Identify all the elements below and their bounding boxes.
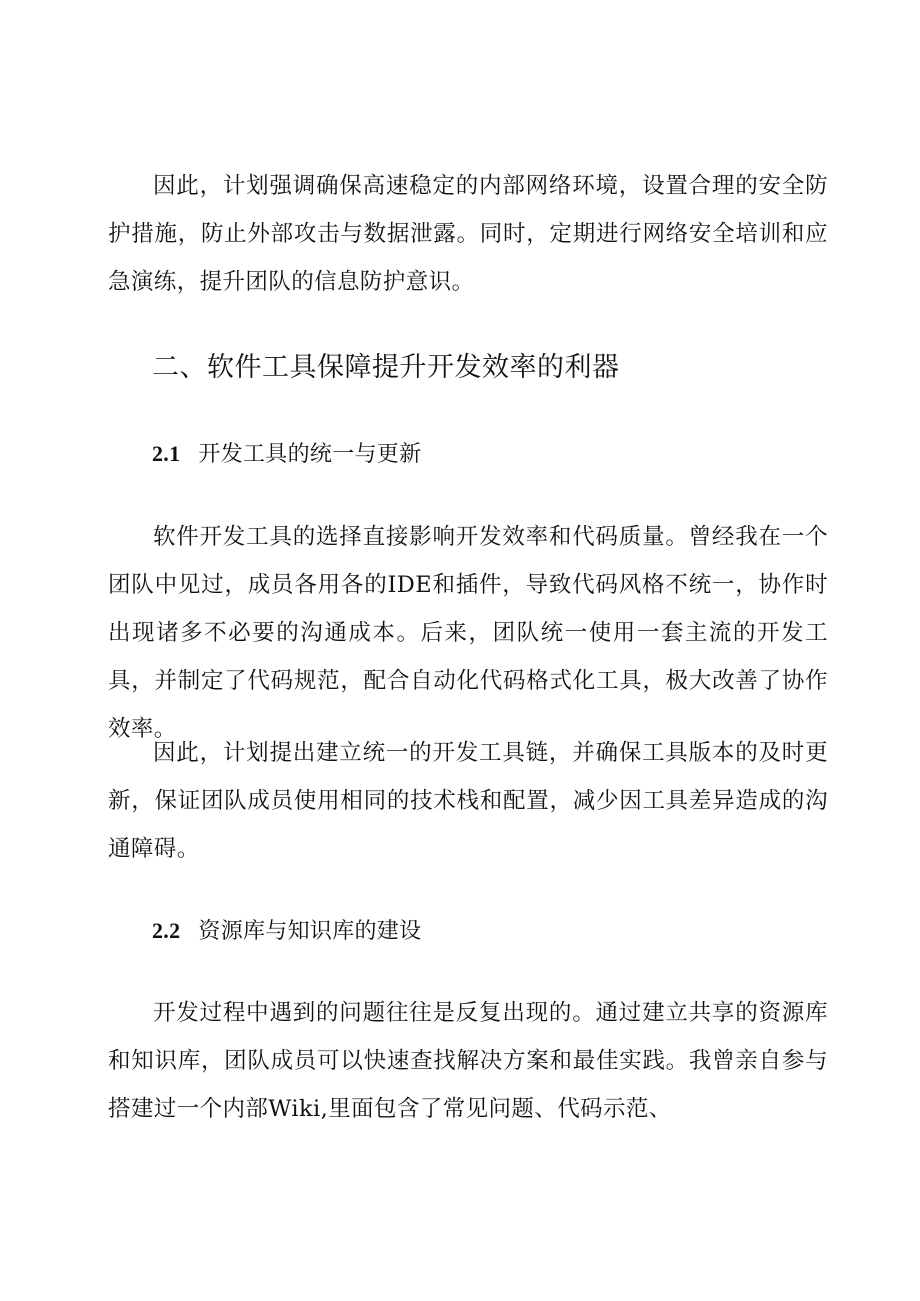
subsection-number: 2.2	[152, 918, 181, 943]
subsection-title: 资源库与知识库的建设	[198, 919, 422, 944]
paragraph-toolchain-plan: 因此，计划提出建立统一的开发工具链，并确保工具版本的及时更新，保证团队成员使用相同的技术栈和配置，减少因工具差异造成的沟通障碍。	[108, 740, 828, 862]
paragraph-dev-tools: 软件开发工具的选择直接影响开发效率和代码质量。曾经我在一个团队中见过，成员各用各的IDE和插件，导致代码风格不统一，协作时出现诸多不必要的沟通成本。后来，团队统一使用一套主流的开发工具，并制定了代码规范，配合自动化代码格式化工具，极大改善了协作效率。	[108, 524, 828, 742]
paragraph-network-security: 因此，计划强调确保高速稳定的内部网络环境，设置合理的安全防护措施，防止外部攻击与数据泄露。同时，定期进行网络安全培训和应急演练，提升团队的信息防护意识。	[108, 173, 828, 295]
subsection-2-2-heading	[152, 914, 832, 949]
subsection-2-1-heading	[152, 437, 832, 472]
paragraph-knowledge-base: 开发过程中遇到的问题往往是反复出现的。通过建立共享的资源库和知识库，团队成员可以快速查找解决方案和最佳实践。我曾亲自参与搭建过一个内部Wiki,里面包含了常见问题、代码示范、	[108, 1000, 828, 1122]
section-2-heading: 二、软件工具保障提升开发效率的利器	[152, 352, 620, 383]
subsection-title: 开发工具的统一与更新	[198, 442, 422, 467]
subsection-number: 2.1	[152, 441, 181, 466]
